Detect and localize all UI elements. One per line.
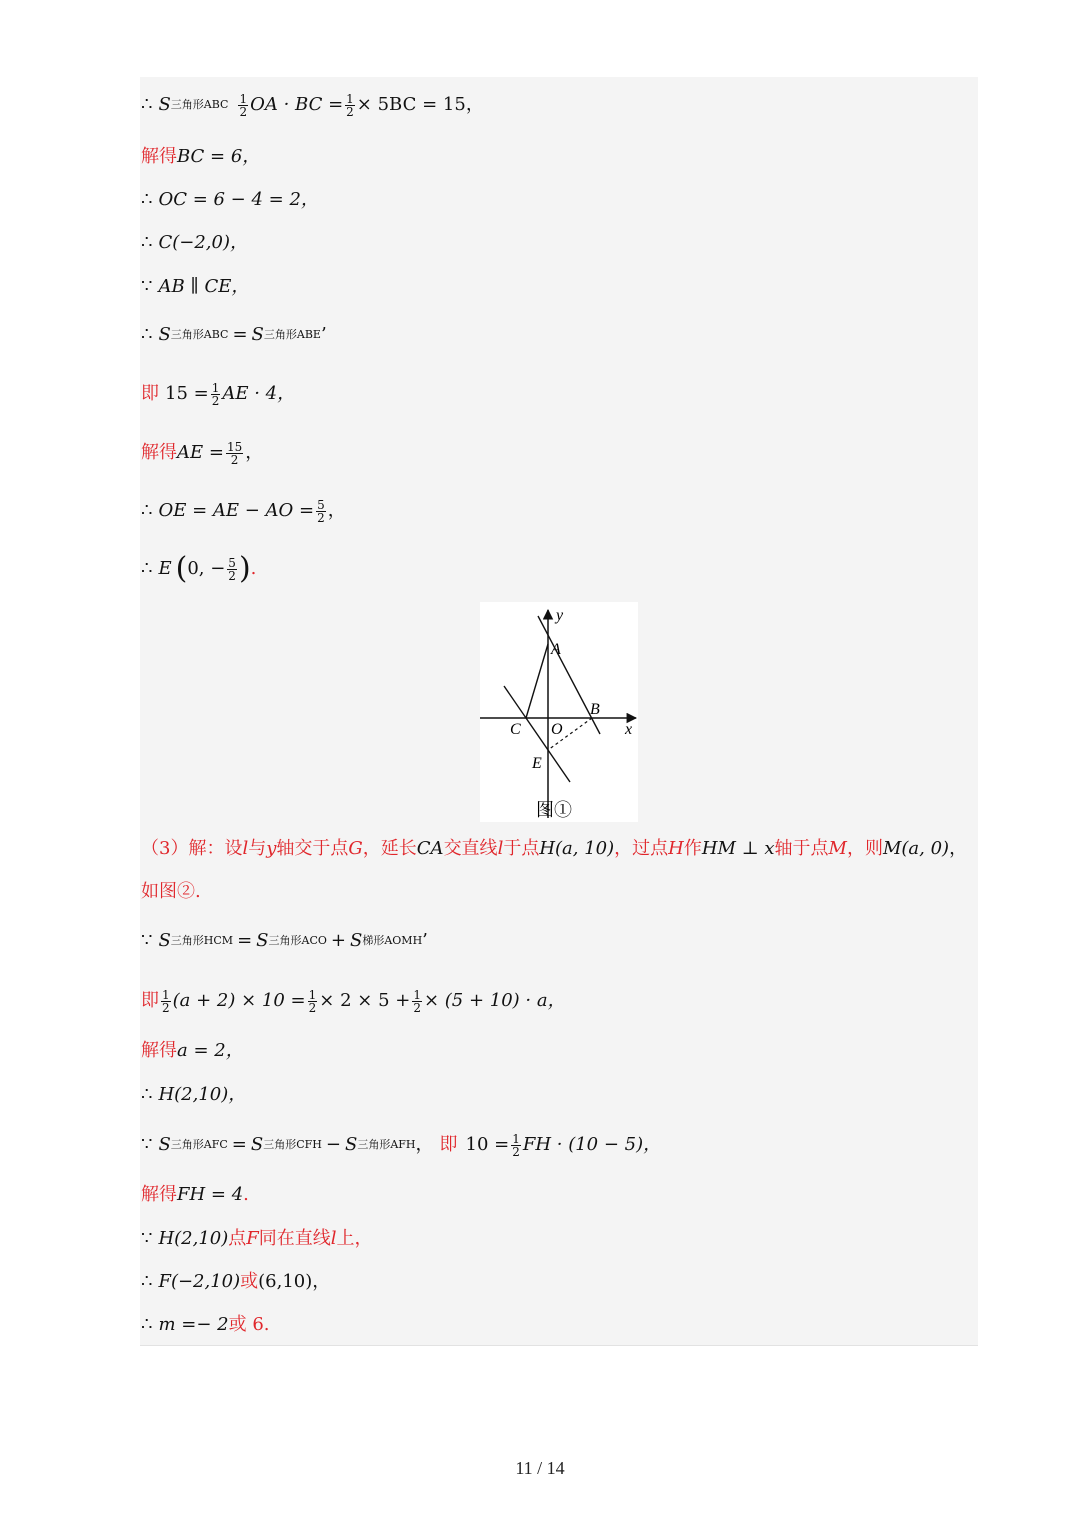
line-oe: ∴ OE = AE − AO = $\frac{5}{2}$ ，: [141, 497, 346, 525]
line-ca: [526, 644, 548, 718]
fraction: $\frac{1}{2}$: [211, 380, 220, 408]
area-subscript: 三角形CFH: [263, 1138, 322, 1151]
label-o: O: [551, 721, 563, 738]
area-subscript: 三角形AFH: [357, 1138, 416, 1151]
line-see-figure: 如图②.: [141, 881, 201, 902]
line-oc: [141, 187, 319, 213]
line-same-line: ∵ H(2,10) 点 F 同在直线 l 上，: [141, 1226, 373, 1252]
fraction: $\frac{1}{2}$: [308, 987, 317, 1015]
because-symbol: ∵: [141, 1228, 153, 1249]
line-point-c: [141, 230, 248, 256]
therefore-symbol: ∴: [141, 232, 153, 253]
line-solve-a: 解得 a = 2，: [141, 1038, 244, 1064]
because-symbol: ∵: [141, 276, 153, 297]
line-equation-ae: [141, 381, 295, 407]
fraction: $\frac{15}{2}$: [226, 439, 243, 467]
label-a: A: [551, 641, 561, 658]
therefore-symbol: ∴: [141, 558, 153, 579]
expression: BC = 6，: [177, 146, 261, 167]
area-subscript: 三角形ACO: [268, 934, 327, 947]
area-subscript: 三角形AFC: [170, 1138, 228, 1151]
page-number: 11 / 14: [515, 1458, 565, 1478]
expression: OE = AE − AO =: [158, 500, 315, 521]
figure-caption: 图①: [536, 800, 572, 821]
fraction: $\frac{1}{2}$: [413, 987, 421, 1015]
expression: C(−2,0)，: [158, 232, 248, 253]
area-symbol: S: [158, 94, 171, 115]
label-x: x: [625, 721, 633, 738]
label-c: C: [510, 721, 521, 738]
because-symbol: ∵: [141, 1134, 153, 1155]
label-y: y: [556, 607, 564, 624]
expression: AE =: [177, 442, 224, 463]
line-solve-bc: [141, 144, 260, 170]
solve-label: 解得: [141, 1040, 177, 1061]
because-symbol: ∵: [141, 930, 153, 951]
line-point-e: ∴ E ( 0, − $\frac{5}{2}$ ) .: [141, 551, 257, 586]
line-answer-m: ∴ m =− 2 或 6.: [141, 1312, 270, 1338]
line-solve-fh: 解得 FH = 4 .: [141, 1182, 249, 1208]
expression: OC = 6 − 4 = 2，: [158, 189, 319, 210]
line-area-afc: ∵ S 三角形AFC = S 三角形CFH − S 三角形AFH ， 即 10 = $\frac{1}{2}$ FH · (10 − 5)，: [141, 1131, 662, 1159]
therefore-symbol: ∴: [141, 1271, 153, 1292]
area-subscript: 三角形HCM: [170, 934, 234, 947]
fraction: $\frac{5}{2}$: [228, 555, 236, 583]
line-point-h: ∴ H(2,10)，: [141, 1082, 246, 1108]
line-parallel: [141, 274, 249, 300]
label-e: E: [532, 755, 542, 772]
line-part3-setup: （3）解：设 l 与 y 轴交于点 G ，延长 CA 交直线 l 于点 H(a, 10) ，过点 H 作 HM ⊥ x 轴于点 M ，则 M(a, 0) ，: [141, 838, 968, 859]
expression: AB ∥ CE，: [158, 276, 250, 297]
fraction: $\frac{1}{2}$: [162, 987, 170, 1015]
area-subscript: 梯形AOMH: [362, 934, 423, 947]
therefore-symbol: ∴: [141, 1084, 153, 1105]
therefore-symbol: ∴: [141, 324, 153, 345]
namely-label: 即: [439, 1134, 458, 1155]
therefore-symbol: ∴: [141, 500, 153, 521]
line-solve-ae: 解得 AE = $\frac{15}{2}$ ，: [141, 439, 264, 467]
figure-1: [480, 602, 638, 822]
fraction: $\frac{1}{2}$: [512, 1131, 520, 1159]
therefore-symbol: ∴: [141, 94, 153, 115]
solve-label: 解得: [141, 1184, 177, 1205]
line-point-f: ∴ F(−2,10) 或 (6,10) ，: [141, 1269, 330, 1295]
expression: × 5BC = 15，: [356, 94, 484, 115]
fraction: $\frac{1}{2}$: [346, 91, 354, 119]
area-subscript: 三角形ABC: [170, 98, 229, 111]
solve-label: 解得: [141, 146, 177, 167]
namely-label: 即: [141, 383, 159, 404]
therefore-symbol: ∴: [141, 189, 153, 210]
therefore-symbol: ∴: [141, 1314, 153, 1335]
expression: OA · BC =: [250, 94, 344, 115]
label-b: B: [590, 701, 600, 718]
line-area-abc: [141, 92, 484, 118]
namely-label: 即: [141, 990, 159, 1011]
line-equation-a: 即 $\frac{1}{2}$ (a + 2) × 10 = $\frac{1}{2}$ × 2 × 5 + $\frac{1}{2}$ × (5 + 10) · a，: [141, 987, 566, 1015]
area-subscript: 三角形ABC: [170, 328, 229, 341]
area-subscript: 三角形ABE: [263, 328, 321, 341]
expression: AE · 4，: [222, 383, 296, 404]
line-area-hcm: ∵ S 三角形HCM = S 三角形ACO + S 梯形AOMH ’: [141, 928, 428, 954]
coordinate-diagram: [480, 602, 638, 822]
solve-label: 解得: [141, 442, 177, 463]
line-area-equal: ∴ S 三角形ABC = S 三角形ABE ’: [141, 322, 327, 348]
fraction: $\frac{1}{2}$: [239, 91, 248, 119]
expression: 15 =: [165, 383, 209, 404]
fraction: $\frac{5}{2}$: [317, 497, 325, 525]
